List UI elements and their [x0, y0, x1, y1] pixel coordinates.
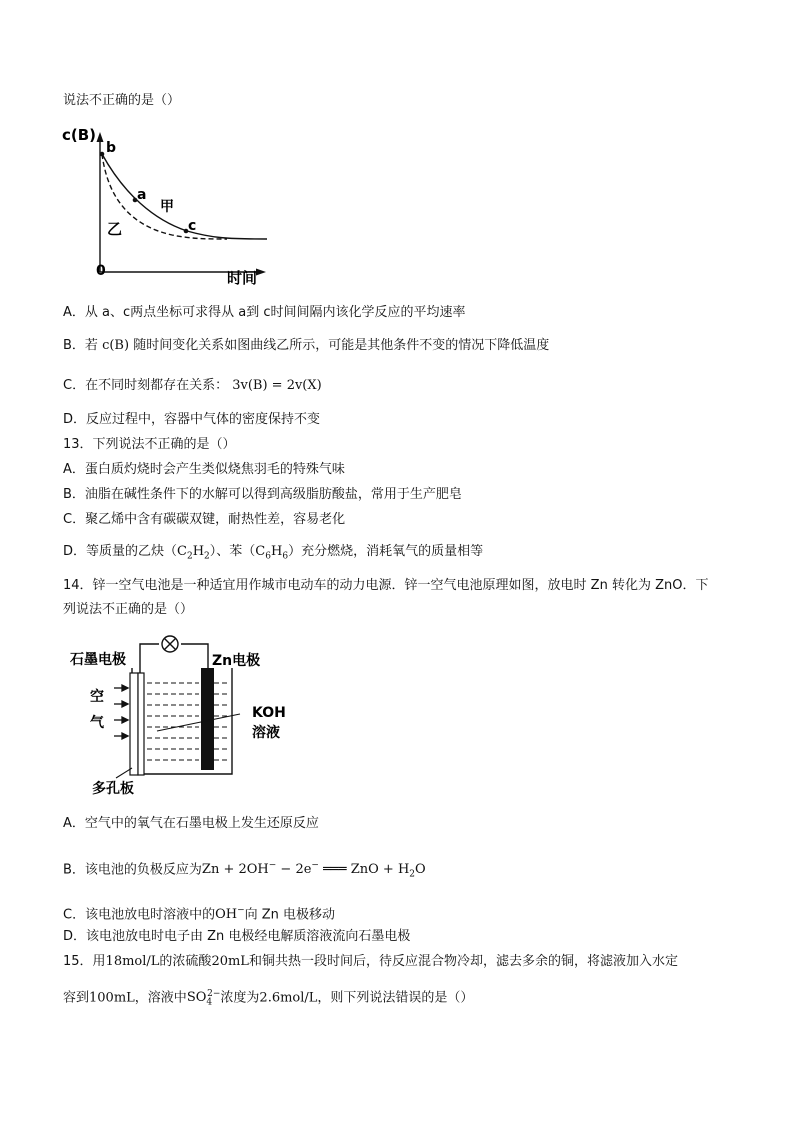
label-porous-plate: 多孔板: [92, 781, 134, 797]
q13-option-b: B．油脂在碱性条件下的水解可以得到高级脂肪酸盐，常用于生产肥皂: [63, 487, 462, 502]
label-air-1: 空: [90, 689, 104, 705]
label-solution: 溶液: [252, 725, 280, 741]
label-air-2: 气: [90, 715, 104, 731]
q13-option-a: A．蛋白质灼烧时会产生类似烧焦羽毛的特殊气味: [63, 462, 345, 477]
point-c-label: c: [188, 218, 197, 234]
q14-stem-line1: 14．锌一空气电池是一种适宜用作城市电动车的动力电源．锌一空气电池原理如图，放电时 Zn 转化为 ZnO．下: [63, 578, 709, 593]
label-graphite-electrode: 石墨电极: [70, 652, 126, 668]
origin-label: 0: [96, 263, 106, 279]
q15-stem-line2: 容到100mL，溶液中$SO_4^{2-}$浓度为2.6mol/L，则下列说法错误的是（）: [63, 989, 474, 1008]
q12-option-b: B．若 c(B) 随时间变化关系如图曲线乙所示，可能是其他条件不变的情况下降低温度: [63, 338, 550, 353]
curve-jia-label: 甲: [160, 199, 174, 215]
curve-yi-label: 乙: [107, 220, 123, 238]
q12-option-d: D．反应过程中，容器中气体的密度保持不变: [63, 412, 321, 427]
point-b-label: b: [106, 140, 117, 156]
curve-jia: [102, 154, 267, 239]
q12-option-a: A．从 a、c两点坐标可求得从 a到 c时间间隔内该化学反应的平均速率: [63, 305, 466, 320]
q14-battery-figure: [62, 628, 302, 800]
bulb-icon: [162, 636, 178, 652]
q14-stem-line2: 列说法不正确的是（）: [63, 602, 194, 617]
point-a-label: a: [137, 187, 147, 203]
q12-concentration-figure: [62, 120, 277, 290]
q13-option-c: C．聚乙烯中含有碳碳双键，耐热性差，容易老化: [63, 512, 346, 527]
y-axis-label: c(B): [62, 126, 97, 144]
label-zn-electrode: Zn电极: [212, 653, 261, 669]
q15-stem-line1: 15．用18mol/L的浓硫酸20mL和铜共热一段时间后，待反应混合物冷却，滤去多余的铜，将滤液加入水定: [63, 954, 678, 969]
q12-stem-tail: 说法不正确的是（）: [63, 93, 181, 108]
x-axis-label: 时间: [227, 269, 258, 287]
label-koh: KOH: [252, 705, 286, 721]
q13-stem: 13．下列说法不正确的是（）: [63, 437, 236, 452]
q14-option-b: B．该电池的负极反应为Zn + 2OH− − 2e− ═══ ZnO + $H_2O$: [63, 861, 426, 880]
q14-option-a: A．空气中的氧气在石墨电极上发生还原反应: [63, 816, 319, 831]
q14-option-d: D．该电池放电时电子由 Zn 电极经电解质溶液流向石墨电极: [63, 929, 411, 944]
q14-option-c: C．该电池放电时溶液中的OH−向 Zn 电极移动: [63, 906, 336, 923]
q13-option-d: D．等质量的乙炔$(C_2H_2)$、苯$(C_6H_6)$充分燃烧，消耗氧气的质量相等: [63, 544, 484, 562]
q12-option-c: C．在不同时刻都存在关系： 3v(B) = 2v(X): [63, 378, 322, 393]
